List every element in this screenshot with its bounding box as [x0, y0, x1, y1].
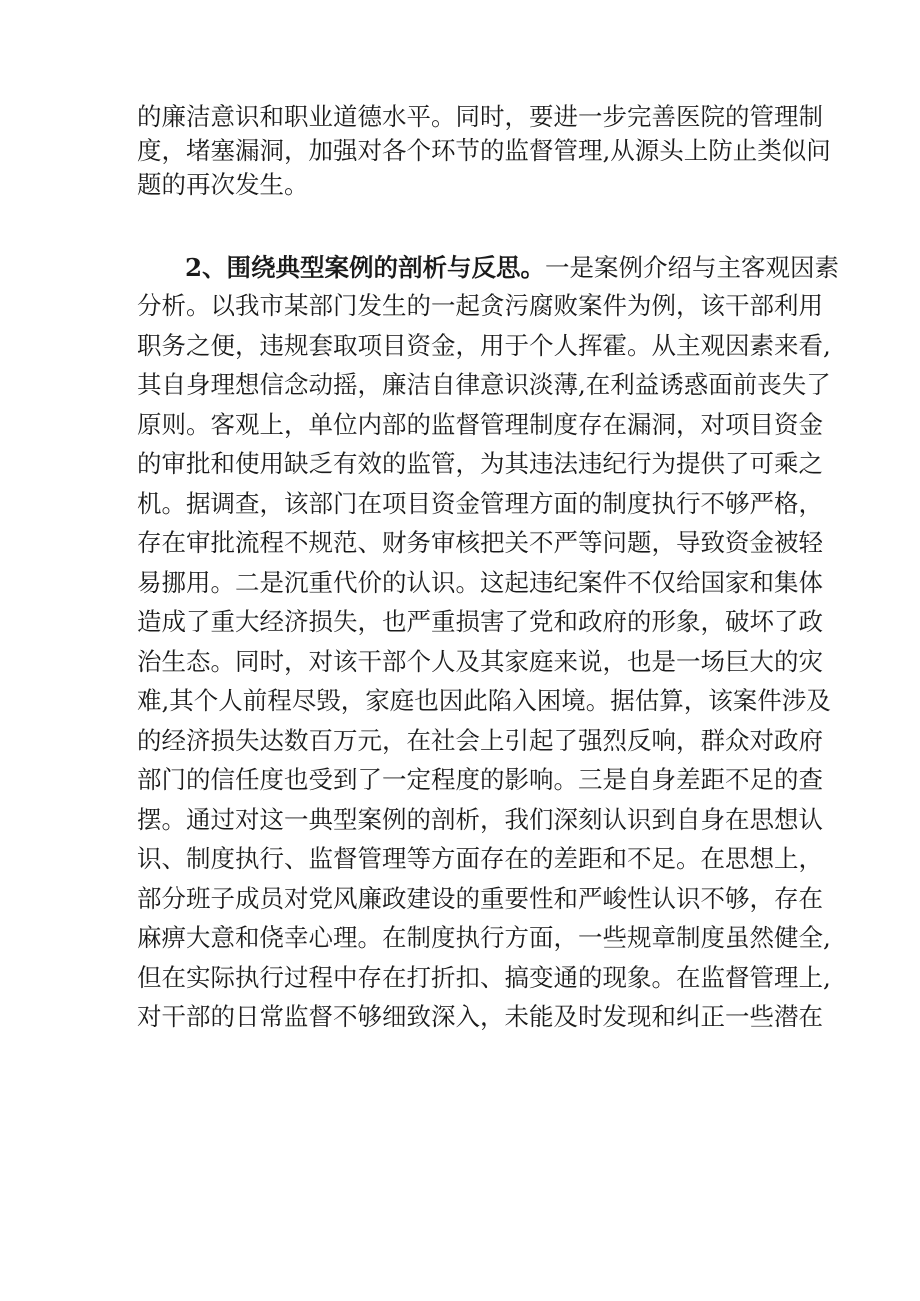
paragraph-line: 的廉洁意识和职业道德水平。同时，要进一步完善医院的管理制 — [137, 102, 823, 131]
section-heading-line — [185, 251, 840, 285]
paragraph-line: 麻痹大意和侥幸心理。在制度执行方面，一些规章制度虽然健全, — [137, 923, 831, 952]
paragraph-line: 识、制度执行、监督管理等方面存在的差距和不足。在思想上， — [137, 844, 823, 873]
paragraph-line: 治生态。同时，对该干部个人及其家庭来说，也是一场巨大的灾 — [137, 647, 823, 676]
paragraph-line: 部门的信任度也受到了一定程度的影响。三是自身差距不足的查 — [137, 765, 823, 794]
paragraph-line: 难,其个人前程尽毁，家庭也因此陷入困境。据估算，该案件涉及 — [137, 686, 831, 715]
paragraph-line: 造成了重大经济损失，也严重损害了党和政府的形象，破坏了政 — [137, 607, 823, 636]
paragraph-line: 易挪用。二是沉重代价的认识。这起违纪案件不仅给国家和集体 — [137, 568, 823, 597]
paragraph-line: 机。据调查，该部门在项目资金管理方面的制度执行不够严格， — [137, 489, 823, 518]
section-heading: 2、围绕典型案例的剖析与反思。 — [185, 253, 546, 282]
paragraph-line: 对干部的日常监督不够细致深入，未能及时发现和纠正一些潜在 — [137, 1002, 823, 1031]
paragraph-line: 但在实际执行过程中存在打折扣、搞变通的现象。在监督管理上, — [137, 963, 831, 992]
paragraph-line: 分析。以我市某部门发生的一起贪污腐败案件为例，该干部利用 — [137, 291, 823, 320]
paragraph-line: 题的再次发生。 — [137, 170, 309, 199]
section-heading-rest: 一是案例介绍与主客观因素 — [545, 253, 840, 282]
paragraph-line: 原则。客观上，单位内部的监督管理制度存在漏洞，对项目资金 — [137, 410, 823, 439]
paragraph-line: 摆。通过对这一典型案例的剖析，我们深刻认识到自身在思想认 — [137, 805, 823, 834]
paragraph-line: 其自身理想信念动摇，廉洁自律意识淡薄,在利益诱惑面前丧失了 — [137, 370, 831, 399]
paragraph-line: 部分班子成员对党风廉政建设的重要性和严峻性认识不够，存在 — [137, 884, 823, 913]
paragraph-line: 度，堵塞漏洞，加强对各个环节的监督管理,从源头上防止类似问 — [137, 136, 831, 165]
paragraph-line: 存在审批流程不规范、财务审核把关不严等问题，导致资金被轻 — [137, 528, 823, 557]
paragraph-line: 的审批和使用缺乏有效的监管，为其违法违纪行为提供了可乘之 — [137, 449, 823, 478]
paragraph-line: 的经济损失达数百万元，在社会上引起了强烈反响，群众对政府 — [137, 726, 823, 755]
paragraph-line: 职务之便，违规套取项目资金，用于个人挥霍。从主观因素来看, — [137, 331, 831, 360]
